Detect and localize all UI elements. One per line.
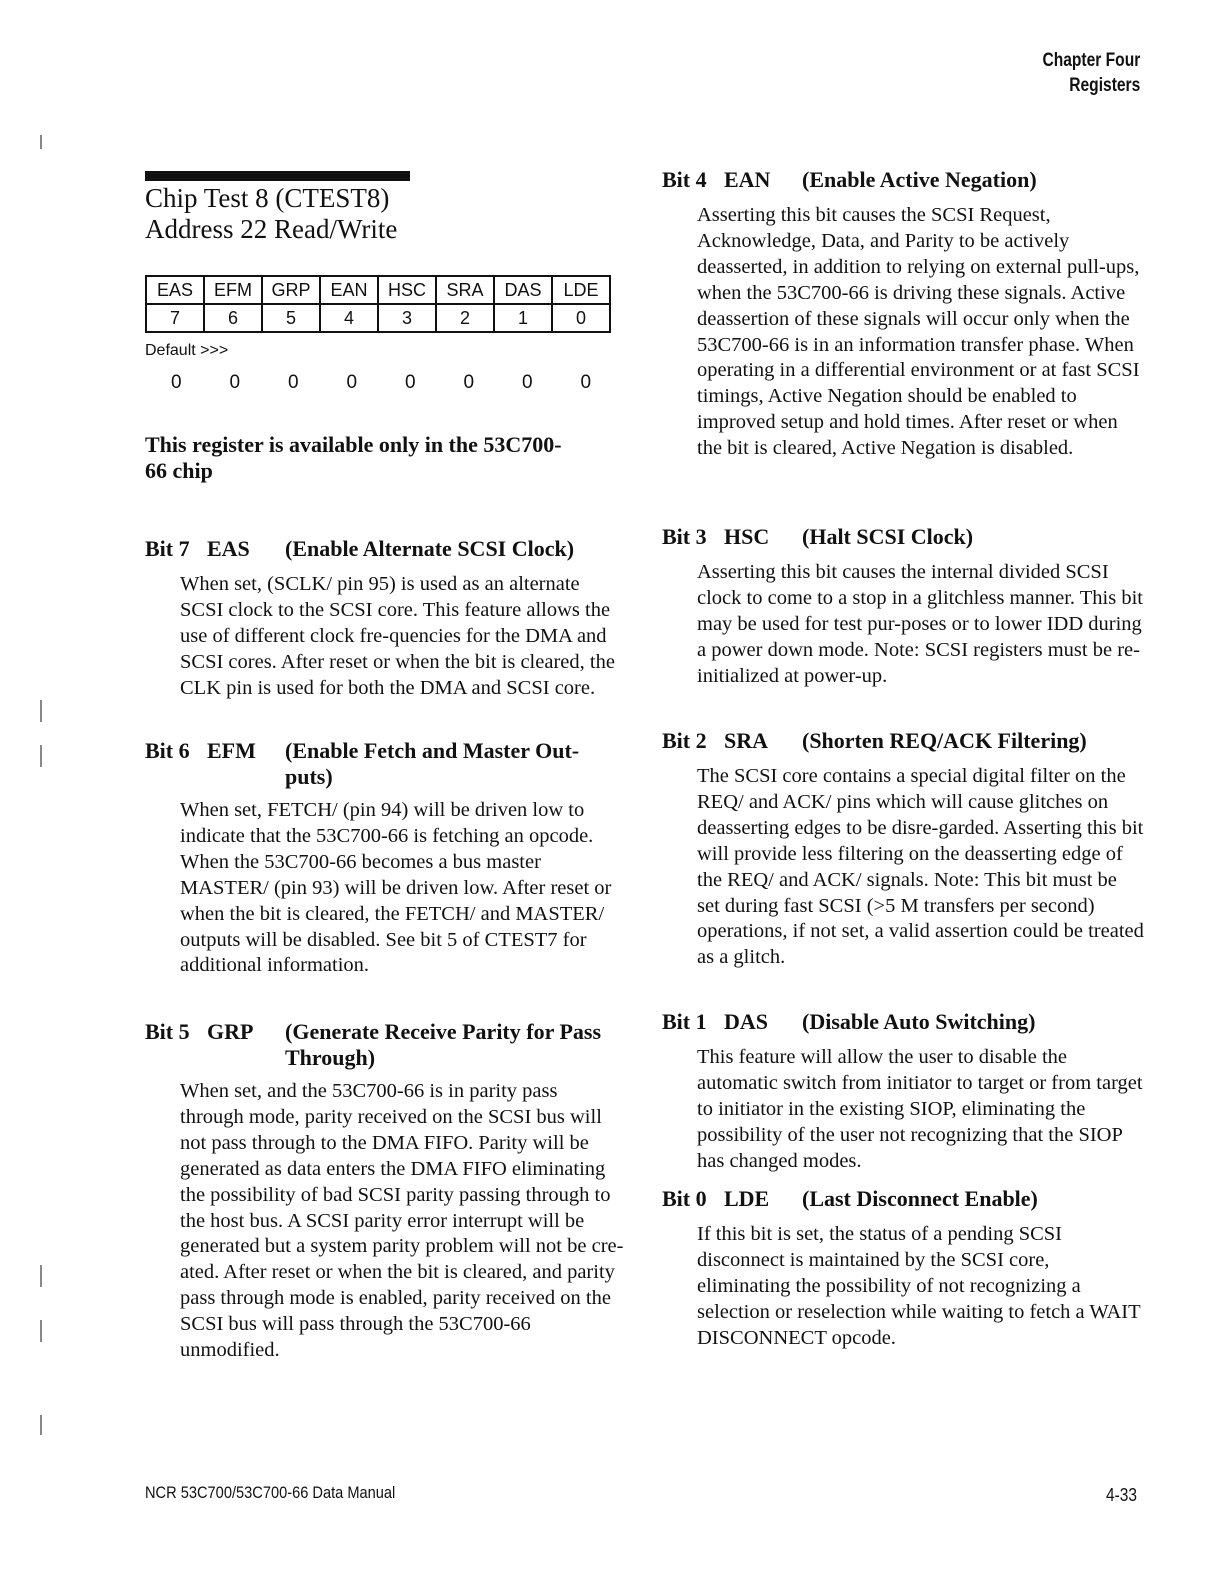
scan-mark bbox=[40, 745, 42, 767]
field-cell: SRA bbox=[436, 276, 494, 304]
bit-abbr: EAN bbox=[724, 167, 771, 192]
bit-name: (Halt SCSI Clock) bbox=[802, 524, 974, 549]
section-label: Registers bbox=[1068, 75, 1140, 96]
default-value: 0 bbox=[580, 372, 592, 393]
default-value: 0 bbox=[229, 372, 241, 393]
register-address: Address 22 Read/Write bbox=[145, 214, 398, 244]
scan-mark bbox=[40, 700, 42, 722]
bit-cell: 4 bbox=[320, 304, 378, 332]
field-cell: EAS bbox=[146, 276, 204, 304]
bit-number: Bit 3 bbox=[662, 524, 707, 549]
bit-abbr: EFM bbox=[207, 738, 256, 763]
default-value: 0 bbox=[521, 372, 533, 393]
bit-number: Bit 2 bbox=[662, 728, 707, 753]
field-cell: EFM bbox=[204, 276, 262, 304]
field-name-row bbox=[146, 276, 610, 304]
bit-abbr: EAS bbox=[207, 536, 250, 561]
register-title: Chip Test 8 (CTEST8) bbox=[145, 183, 390, 213]
register-title-block bbox=[145, 183, 397, 245]
bit-5-section bbox=[145, 1019, 625, 1364]
bit-heading bbox=[145, 738, 625, 790]
bit-heading bbox=[662, 1186, 1144, 1212]
bit-description: This feature will allow the user to disable the automatic switch from initiator to target or from target to initiator in the existing SIOP, eliminating the possibility of the user not recognizing that the SIOP has changed modes. bbox=[697, 1046, 1143, 1172]
bit-3-section bbox=[662, 524, 1144, 690]
scan-mark bbox=[40, 1265, 42, 1287]
bit-cell: 3 bbox=[378, 304, 436, 332]
bit-cell: 2 bbox=[436, 304, 494, 332]
field-cell: HSC bbox=[378, 276, 436, 304]
field-cell: EAN bbox=[320, 276, 378, 304]
default-value: 0 bbox=[463, 372, 475, 393]
bit-1-section bbox=[662, 1009, 1144, 1175]
bit-number: Bit 5 bbox=[145, 1019, 190, 1044]
bit-abbr: SRA bbox=[724, 728, 769, 753]
footer-manual-title: NCR 53C700/53C700-66 Data Manual bbox=[145, 1483, 396, 1502]
bit-number: Bit 0 bbox=[662, 1186, 707, 1211]
bit-cell: 7 bbox=[146, 304, 204, 332]
default-value: 0 bbox=[346, 372, 358, 393]
bit-name: (Generate Receive Parity for Pass Through) bbox=[285, 1019, 602, 1070]
bit-0-section bbox=[662, 1186, 1144, 1352]
bit-description: When set, FETCH/ (pin 94) will be driven low to indicate that the 53C700-66 is fetching an opcode. When the 53C700-66 becomes a bus master MASTER/ (pin 93) will be driven low. After reset or when the bit is cleared, the FETCH/ and MASTER/ outputs will be disabled. See bit 5 of CTEST7 for additional information. bbox=[180, 799, 612, 977]
default-value: 0 bbox=[404, 372, 416, 393]
bit-2-section bbox=[662, 728, 1144, 971]
bit-6-section bbox=[145, 738, 625, 979]
bit-heading bbox=[145, 1019, 625, 1071]
bit-description: When set, (SCLK/ pin 95) is used as an alternate SCSI clock to the SCSI core. This feature allows the use of different clock fre-quencies for the DMA and SCSI cores. After reset or when the bit is cleared, the CLK pin is used for both the DMA and SCSI core. bbox=[180, 573, 615, 699]
availability-note: This register is available only in the 53C700-66 chip bbox=[145, 432, 562, 483]
bit-number-row bbox=[146, 304, 610, 332]
bit-description: If this bit is set, the status of a pending SCSI disconnect is maintained by the SCSI core, eliminating the possibility of not recognizing a selection or reselection while waiting to fetch a WAIT DISCONNECT opcode. bbox=[697, 1223, 1141, 1349]
bit-description: Asserting this bit causes the SCSI Request, Acknowledge, Data, and Parity to be actively deasserted, in addition to relying on external pull-ups, when the 53C700-66 is driving these signals. Active deassertion of these signals will occur only when the 53C700-66 is in an information transfer phase. When operating in a differential environment or at fast SCSI timings, Active Negation should be enabled to improved setup and hold times. After reset or when the bit is cleared, Active Negation is disabled. bbox=[697, 204, 1140, 460]
bit-abbr: LDE bbox=[724, 1186, 770, 1211]
bit-cell: 0 bbox=[552, 304, 610, 332]
bit-heading bbox=[662, 1009, 1144, 1035]
bit-abbr: DAS bbox=[724, 1009, 769, 1034]
scan-mark bbox=[40, 1320, 42, 1342]
field-cell: DAS bbox=[494, 276, 552, 304]
bit-name: (Enable Active Negation) bbox=[802, 167, 1037, 192]
default-values-row bbox=[147, 372, 625, 394]
bit-description: Asserting this bit causes the internal divided SCSI clock to come to a stop in a glitchless manner. This bit may be used for test pur-poses or to lower IDD during a power down mode. Note: SCSI registers must be re-initialized at power-up. bbox=[697, 561, 1143, 687]
field-cell: GRP bbox=[262, 276, 320, 304]
chapter-label: Chapter Four bbox=[1042, 50, 1140, 71]
bit-description: When set, and the 53C700-66 is in parity pass through mode, parity received on the SCSI bus will not pass through to the DMA FIFO. Parity will be generated as data enters the DMA FIFO eliminating the possibility of bad SCSI parity passing through to the host bus. A SCSI parity error interrupt will be generated but a system parity problem will not be cre-ated. After reset or when the bit is cleared, and parity pass through mode is enabled, parity received on the SCSI bus will pass through the 53C700-66 unmodified. bbox=[180, 1080, 624, 1362]
page-number: 4-33 bbox=[1106, 1485, 1137, 1505]
bit-number: Bit 4 bbox=[662, 167, 707, 192]
bit-7-section bbox=[145, 536, 625, 702]
bit-name: (Disable Auto Switching) bbox=[802, 1009, 1036, 1034]
bit-name: (Enable Alternate SCSI Clock) bbox=[285, 536, 575, 561]
scan-mark bbox=[40, 135, 42, 149]
bit-number: Bit 7 bbox=[145, 536, 190, 561]
bit-number: Bit 1 bbox=[662, 1009, 707, 1034]
default-value: 0 bbox=[170, 372, 182, 393]
title-rule bbox=[145, 171, 410, 181]
bit-name: (Shorten REQ/ACK Filtering) bbox=[802, 728, 1087, 753]
bit-heading bbox=[145, 536, 625, 562]
bit-description: The SCSI core contains a special digital filter on the REQ/ and ACK/ pins which will cause glitches on deasserting edges to be disre-garded. Asserting this bit will provide less filtering on the deasserting edge of the REQ/ and ACK/ signals. Note: This bit must be set during fast SCSI (>5 M transfers per second) operations, if not set, a valid assertion could be treated as a glitch. bbox=[697, 765, 1144, 969]
default-value: 0 bbox=[287, 372, 299, 393]
bit-cell: 5 bbox=[262, 304, 320, 332]
default-label: Default >>> bbox=[145, 342, 229, 359]
bit-heading bbox=[662, 524, 1144, 550]
register-bit-table bbox=[145, 275, 611, 333]
bit-name: (Enable Fetch and Master Out-puts) bbox=[285, 738, 580, 789]
bit-name: (Last Disconnect Enable) bbox=[802, 1186, 1038, 1211]
bit-abbr: GRP bbox=[207, 1019, 254, 1044]
bit-cell: 6 bbox=[204, 304, 262, 332]
bit-heading bbox=[662, 167, 1144, 193]
field-cell: LDE bbox=[552, 276, 610, 304]
bit-number: Bit 6 bbox=[145, 738, 190, 763]
bit-heading bbox=[662, 728, 1144, 754]
chapter-header bbox=[1042, 48, 1140, 98]
bit-cell: 1 bbox=[494, 304, 552, 332]
scan-mark bbox=[40, 1415, 42, 1435]
bit-abbr: HSC bbox=[724, 524, 770, 549]
bit-4-section bbox=[662, 167, 1144, 462]
